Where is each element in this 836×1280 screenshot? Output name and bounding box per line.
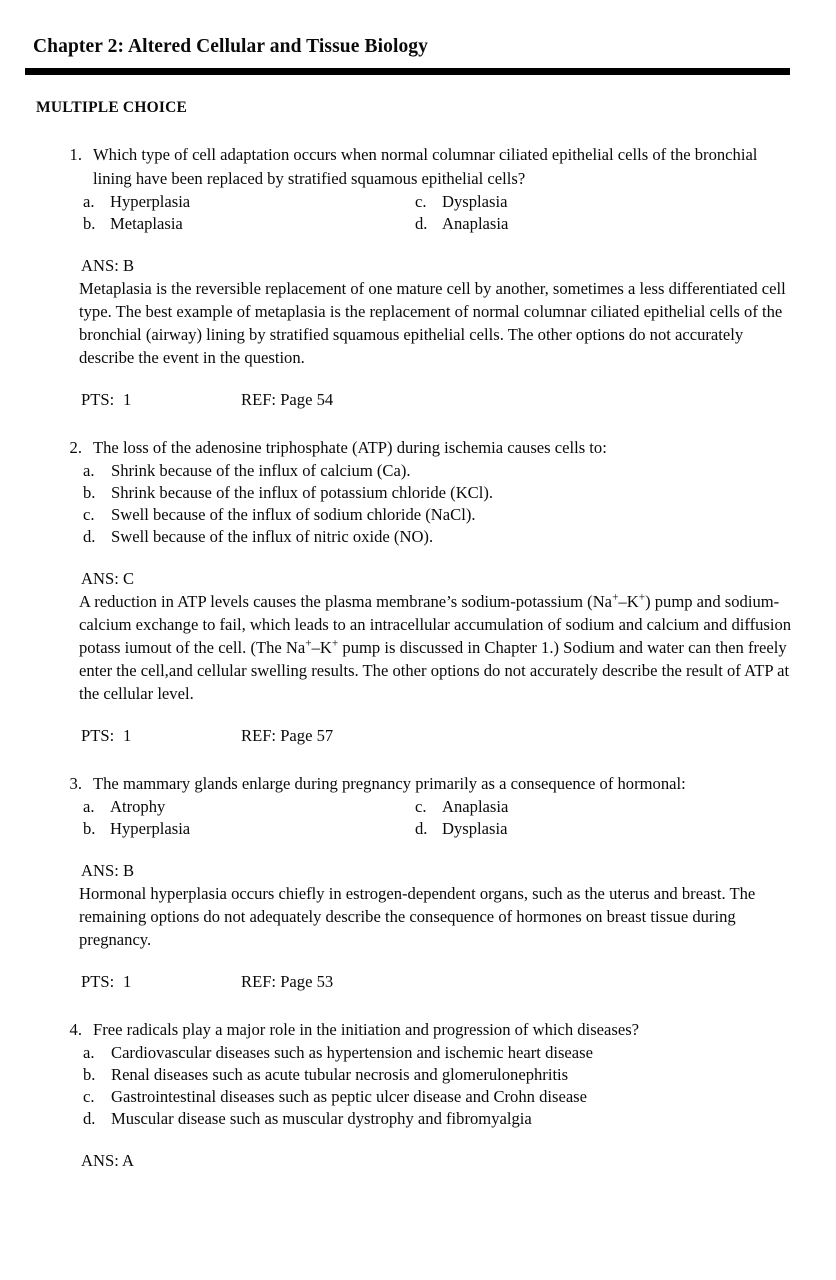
- question-item: [0, 1018, 836, 1173]
- rationale-part: pump is discussed in Chapter 1.) Sodium and water can then freely enter the cell,and cellular swelling results. The other options do not accurately describe the result of ATP at the cellular level.: [79, 637, 790, 703]
- option-d[interactable]: [83, 1108, 532, 1130]
- option-label: Dysplasia: [442, 191, 508, 211]
- section-heading-multiple-choice: MULTIPLE CHOICE: [36, 99, 187, 117]
- option-a[interactable]: [83, 796, 415, 818]
- option-b[interactable]: [83, 1064, 568, 1086]
- option-row: [83, 818, 836, 840]
- question-stem: [56, 436, 788, 459]
- question-number: 3.: [69, 773, 82, 793]
- reference-text: REF: Page 53: [241, 971, 334, 991]
- option-row: [83, 213, 836, 235]
- option-letter: d.: [415, 213, 428, 233]
- option-letter: a.: [83, 460, 95, 480]
- chapter-title: Chapter 2: Altered Cellular and Tissue Biology: [33, 36, 429, 57]
- header-divider: [25, 68, 790, 75]
- option-letter: b.: [83, 213, 96, 233]
- points-reference-line: [81, 726, 836, 746]
- question-number: 1.: [69, 145, 82, 165]
- option-label: Swell because of the influx of nitric oxide (NO).: [111, 526, 434, 546]
- option-row: [83, 482, 836, 504]
- option-letter: d.: [83, 1108, 96, 1128]
- option-a[interactable]: [83, 460, 411, 482]
- option-d[interactable]: [415, 818, 507, 840]
- question-text: The loss of the adenosine triphosphate (ATP) during ischemia causes cells to:: [93, 437, 607, 457]
- question-text: Free radicals play a major role in the initiation and progression of which diseases?: [93, 1019, 640, 1039]
- option-label: Shrink because of the influx of calcium (Ca).: [111, 460, 411, 480]
- points-reference-line: [81, 390, 836, 410]
- option-letter: b.: [83, 818, 96, 838]
- option-label: Hyperplasia: [110, 191, 191, 211]
- option-letter: c.: [415, 796, 427, 816]
- answer-options: [83, 796, 836, 840]
- question-item: [0, 143, 836, 409]
- answer-key: ANS: B: [81, 860, 135, 880]
- superscript-charge: +: [305, 637, 312, 650]
- answer-block: [79, 860, 800, 952]
- option-label: Gastrointestinal diseases such as peptic ulcer disease and Crohn disease: [111, 1086, 588, 1106]
- option-letter: c.: [83, 1086, 95, 1106]
- option-letter: d.: [83, 526, 96, 546]
- option-c[interactable]: [83, 1086, 587, 1108]
- option-label: Cardiovascular diseases such as hypertension and ischemic heart disease: [111, 1042, 593, 1062]
- option-label: Dysplasia: [442, 818, 508, 838]
- superscript-charge: +: [612, 591, 619, 604]
- superscript-charge: +: [638, 591, 646, 604]
- option-row: [83, 1064, 836, 1086]
- option-b[interactable]: [83, 213, 415, 235]
- answer-key: ANS: B: [81, 255, 135, 275]
- answer-block: [79, 568, 800, 706]
- points-label: PTS:: [81, 971, 115, 991]
- option-label: Swell because of the influx of sodium chloride (NaCl).: [111, 504, 476, 524]
- answer-rationale: Hormonal hyperplasia occurs chiefly in estrogen-dependent organs, such as the uterus and breast. The remaining options do not adequately describe the consequence of hormones on breast tissue during pregnancy.: [79, 883, 756, 949]
- option-letter: a.: [83, 1042, 95, 1062]
- option-letter: c.: [83, 504, 95, 524]
- question-stem: [56, 772, 788, 795]
- document-header: [0, 0, 836, 57]
- option-b[interactable]: [83, 818, 415, 840]
- option-label: Anaplasia: [442, 213, 509, 233]
- option-row: [83, 1042, 836, 1064]
- question-text: The mammary glands enlarge during pregnancy primarily as a consequence of hormonal:: [93, 773, 686, 793]
- option-row: [83, 1108, 836, 1130]
- points-value: 1: [123, 725, 132, 745]
- option-a[interactable]: [83, 1042, 593, 1064]
- answer-options: [83, 460, 836, 548]
- points-label: PTS:: [81, 725, 115, 745]
- option-letter: b.: [83, 1064, 96, 1084]
- option-label: Atrophy: [110, 796, 166, 816]
- reference-text: REF: Page 54: [241, 389, 334, 409]
- option-letter: a.: [83, 796, 95, 816]
- option-row: [83, 1086, 836, 1108]
- reference-text: REF: Page 57: [241, 725, 334, 745]
- rationale-part: ) pump and sodium-calcium exchange to fail, which leads to an intracellular accumulation of sodium and calcium and diffusion potass iumout of the cell. (The Na: [79, 591, 792, 657]
- option-row: [83, 796, 836, 818]
- option-a[interactable]: [83, 191, 415, 213]
- question-item: [0, 436, 836, 746]
- question-text: Which type of cell adaptation occurs when normal columnar ciliated epithelial cells of the bronchial lining have been replaced by stratified squamous epithelial cells?: [93, 145, 758, 188]
- option-letter: d.: [415, 818, 428, 838]
- option-letter: b.: [83, 482, 96, 502]
- rationale-part: –K: [618, 591, 639, 611]
- option-label: Shrink because of the influx of potassium chloride (KCl).: [111, 482, 494, 502]
- answer-rationale: [79, 591, 800, 706]
- option-c[interactable]: [83, 504, 476, 526]
- superscript-charge: +: [331, 637, 339, 650]
- option-row: [83, 191, 836, 213]
- points-value: 1: [123, 389, 132, 409]
- option-label: Anaplasia: [442, 796, 509, 816]
- option-d[interactable]: [415, 213, 508, 235]
- question-number: 4.: [69, 1019, 82, 1039]
- question-list: [0, 117, 836, 1173]
- rationale-part: –K: [311, 637, 332, 657]
- option-label: Hyperplasia: [110, 818, 191, 838]
- option-row: [83, 526, 836, 548]
- option-d[interactable]: [83, 526, 433, 548]
- option-c[interactable]: [415, 796, 508, 818]
- question-stem: [56, 1018, 788, 1041]
- option-label: Metaplasia: [110, 213, 183, 233]
- answer-block: [79, 255, 800, 370]
- rationale-part: A reduction in ATP levels causes the plasma membrane’s sodium-potassium (Na: [79, 591, 613, 611]
- points-label: PTS:: [81, 389, 115, 409]
- option-row: [83, 504, 836, 526]
- question-number: 2.: [69, 437, 82, 457]
- option-c[interactable]: [415, 191, 507, 213]
- option-letter: c.: [415, 191, 427, 211]
- answer-key: ANS: A: [81, 1151, 135, 1171]
- answer-options: [83, 1042, 836, 1130]
- answer-rationale: Metaplasia is the reversible replacement of one mature cell by another, sometimes a less differentiated cell type. The best example of metaplasia is the replacement of normal columnar ciliated epithelial cells of the bronchial (airway) lining by stratified squamous epithelial cells. The other options do not accurately describe the event in the question.: [79, 278, 786, 367]
- option-letter: a.: [83, 191, 95, 211]
- answer-options: [83, 191, 836, 235]
- question-stem: [56, 143, 788, 189]
- answer-key: ANS: C: [81, 568, 135, 588]
- answer-block: [79, 1150, 800, 1173]
- option-b[interactable]: [83, 482, 493, 504]
- option-label: Renal diseases such as acute tubular necrosis and glomerulonephritis: [111, 1064, 569, 1084]
- option-label: Muscular disease such as muscular dystrophy and fibromyalgia: [111, 1108, 532, 1128]
- question-item: [0, 772, 836, 992]
- option-row: [83, 460, 836, 482]
- points-value: 1: [123, 971, 132, 991]
- points-reference-line: [81, 972, 836, 992]
